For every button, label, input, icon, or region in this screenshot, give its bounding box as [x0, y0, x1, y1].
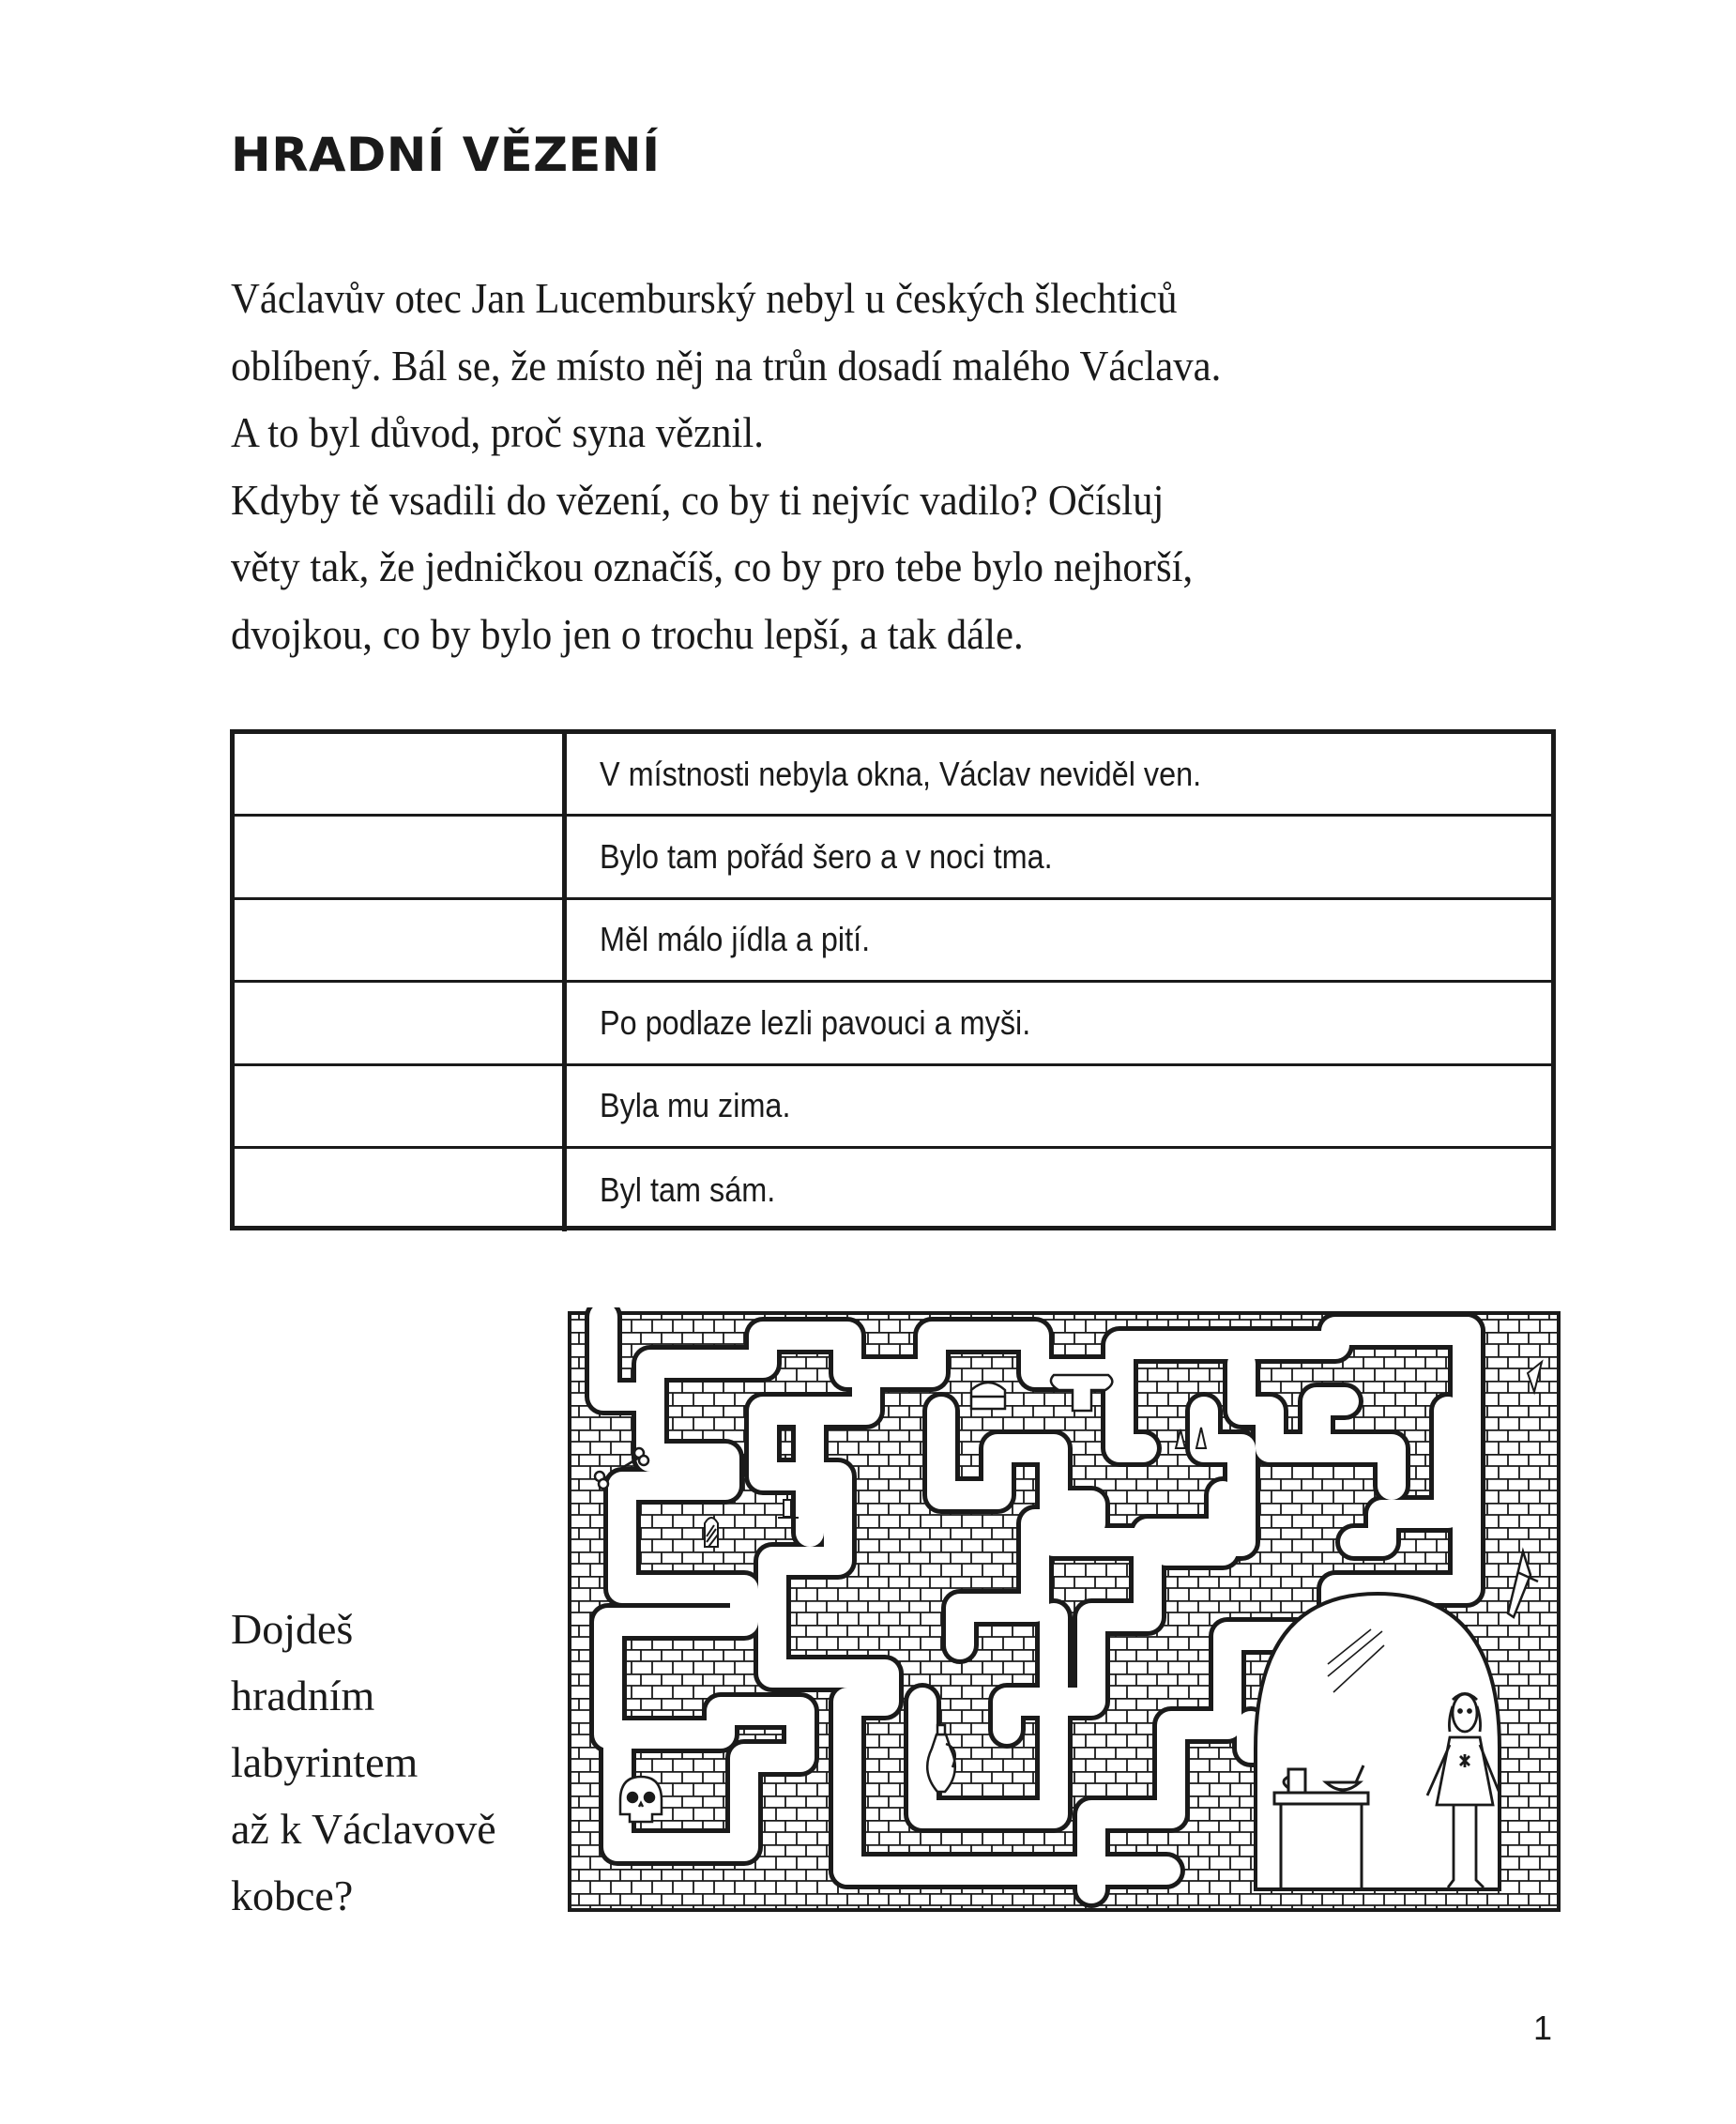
- table-row: [235, 983, 1551, 1065]
- intro-line: Václavův otec Jan Lucemburský nebyl u českých šlechticů: [231, 274, 1178, 322]
- statement-text: Bylo tam pořád šero a v noci tma.: [600, 837, 1053, 877]
- chest-icon: [971, 1383, 1005, 1409]
- maze-question-line: hradním: [231, 1672, 375, 1719]
- statement-cell: [567, 900, 1551, 980]
- castle-maze-illustration[interactable]: [566, 1307, 1562, 1916]
- table-row: [235, 1066, 1551, 1149]
- intro-line: Kdyby tě vsadili do vězení, co by ti nejvíc vadilo? Očísluj: [231, 475, 1165, 524]
- statement-cell: [567, 817, 1551, 896]
- table-row: [235, 817, 1551, 899]
- page-number: 1: [1533, 2009, 1553, 2047]
- statement-cell: [567, 734, 1551, 814]
- table-row: [235, 900, 1551, 983]
- statement-cell: [567, 1149, 1551, 1231]
- rank-input-cell[interactable]: [235, 734, 567, 814]
- statement-text: V místnosti nebyla okna, Václav neviděl ven.: [600, 754, 1202, 793]
- table-row: [235, 734, 1551, 817]
- statement-text: Byla mu zima.: [600, 1086, 791, 1125]
- maze-question-line: labyrintem: [231, 1738, 419, 1786]
- page-title: HRADNÍ VĚZENÍ: [231, 128, 661, 182]
- statement-text: Byl tam sám.: [600, 1170, 776, 1210]
- rank-input-cell[interactable]: [235, 900, 567, 980]
- maze-question: [231, 1596, 496, 1929]
- statement-text: Po podlaze lezli pavouci a myši.: [600, 1002, 1031, 1042]
- rank-input-cell[interactable]: [235, 983, 567, 1062]
- intro-line: dvojkou, co by bylo jen o trochu lepší, a tak dále.: [231, 609, 1024, 658]
- intro-line: oblíbený. Bál se, že místo něj na trůn dosadí malého Václava.: [231, 341, 1222, 390]
- statement-cell: [567, 983, 1551, 1062]
- rank-input-cell[interactable]: [235, 1149, 567, 1231]
- maze-question-line: až k Václavově: [231, 1805, 496, 1853]
- rank-input-cell[interactable]: [235, 1066, 567, 1146]
- statement-cell: [567, 1066, 1551, 1146]
- maze-question-line: kobce?: [231, 1872, 354, 1919]
- window-icon: [705, 1518, 718, 1547]
- intro-paragraph: [231, 265, 1582, 667]
- ranking-table: [230, 729, 1556, 1230]
- skull-icon: [620, 1777, 662, 1822]
- statement-text: Měl málo jídla a pití.: [600, 920, 871, 959]
- maze-question-line: Dojdeš: [231, 1605, 354, 1653]
- intro-line: A to byl důvod, proč syna věznil.: [231, 408, 764, 456]
- rank-input-cell[interactable]: [235, 817, 567, 896]
- intro-line: věty tak, že jedničkou označíš, co by pro tebe bylo nejhorší,: [231, 542, 1194, 590]
- table-row: [235, 1149, 1551, 1231]
